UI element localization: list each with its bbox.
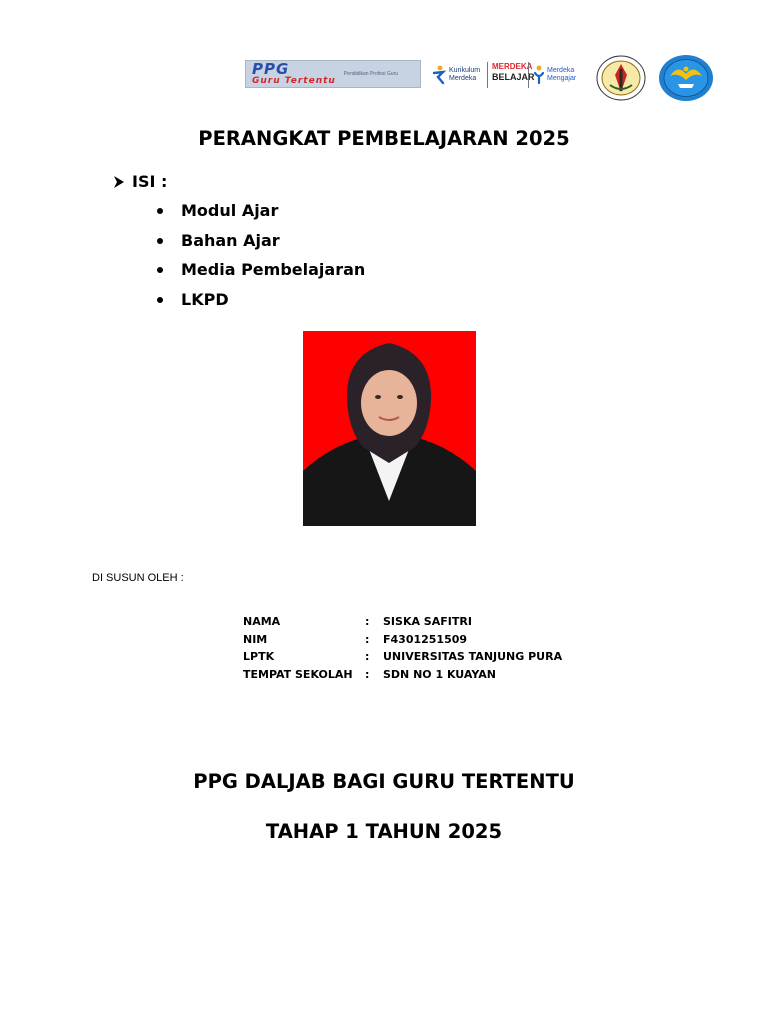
compiled-by-label: DI SUSUN OLEH : bbox=[92, 572, 184, 584]
footer-stage-year: TAHAP 1 TAHUN 2025 bbox=[265, 820, 503, 843]
table-row bbox=[243, 613, 562, 631]
author-separator: : bbox=[365, 650, 370, 664]
ppg-guru-tertentu-logo bbox=[245, 60, 421, 88]
author-photo bbox=[303, 331, 476, 526]
ppg-logo-side-text: Pendidikan Profesi Guru bbox=[343, 71, 399, 77]
list-item-label: LKPD bbox=[181, 289, 229, 309]
bullet-dot-icon bbox=[157, 238, 163, 244]
contents-label: ISI : bbox=[132, 172, 168, 191]
list-item bbox=[155, 259, 365, 289]
author-value: UNIVERSITAS TANJUNG PURA bbox=[383, 650, 563, 664]
author-info-table bbox=[243, 613, 562, 683]
arrow-bullet-icon bbox=[112, 175, 126, 189]
author-value: SDN NO 1 KUAYAN bbox=[383, 667, 496, 681]
list-item-label: Modul Ajar bbox=[181, 201, 279, 220]
merdeka-mengajar-line2: Mengajar bbox=[547, 75, 577, 82]
author-key: LPTK bbox=[243, 650, 275, 664]
author-value: F4301251509 bbox=[383, 632, 468, 646]
author-key: TEMPAT SEKOLAH bbox=[243, 667, 353, 681]
merdeka-mengajar-logo bbox=[528, 62, 586, 88]
list-item bbox=[155, 230, 365, 260]
kurikulum-merdeka-logo bbox=[432, 62, 484, 88]
ppg-logo-main-text: PPG bbox=[252, 59, 290, 78]
author-value: SISKA SAFITRI bbox=[383, 615, 472, 629]
author-separator: : bbox=[365, 667, 370, 681]
kurikulum-merdeka-icon bbox=[432, 65, 446, 85]
author-key: NAMA bbox=[243, 615, 281, 629]
contents-heading bbox=[112, 172, 167, 191]
author-separator: : bbox=[365, 632, 370, 646]
merdeka-belajar-line1: MERDEKA bbox=[492, 62, 533, 71]
table-row bbox=[243, 648, 562, 666]
author-key: NIM bbox=[243, 632, 268, 646]
merdeka-mengajar-line1: Merdeka bbox=[547, 67, 575, 74]
contents-list bbox=[155, 200, 365, 318]
list-item bbox=[155, 200, 365, 230]
list-item-label: Bahan Ajar bbox=[181, 230, 280, 250]
university-seal-icon bbox=[596, 55, 646, 101]
merdeka-mengajar-icon bbox=[533, 65, 545, 85]
bullet-dot-icon bbox=[157, 267, 163, 273]
footer-program-title: PPG DALJAB BAGI GURU TERTENTU bbox=[193, 770, 575, 793]
table-row bbox=[243, 631, 562, 649]
bullet-dot-icon bbox=[157, 208, 163, 214]
list-item-label: Media Pembelajaran bbox=[181, 260, 366, 279]
kurikulum-logo-line1: Kurikulum bbox=[449, 67, 481, 74]
author-separator: : bbox=[365, 615, 370, 629]
page-title: PERANGKAT PEMBELAJARAN 2025 bbox=[198, 127, 570, 150]
kurikulum-logo-line2: Merdeka bbox=[449, 75, 477, 82]
merdeka-belajar-logo bbox=[487, 62, 535, 88]
ppg-logo-sub-text: Guru Tertentu bbox=[252, 75, 336, 86]
bullet-dot-icon bbox=[157, 297, 163, 303]
table-row bbox=[243, 666, 562, 684]
merdeka-belajar-line2: BELAJAR bbox=[492, 72, 535, 82]
list-item bbox=[155, 289, 365, 319]
tut-wuri-handayani-emblem-icon bbox=[658, 54, 714, 102]
